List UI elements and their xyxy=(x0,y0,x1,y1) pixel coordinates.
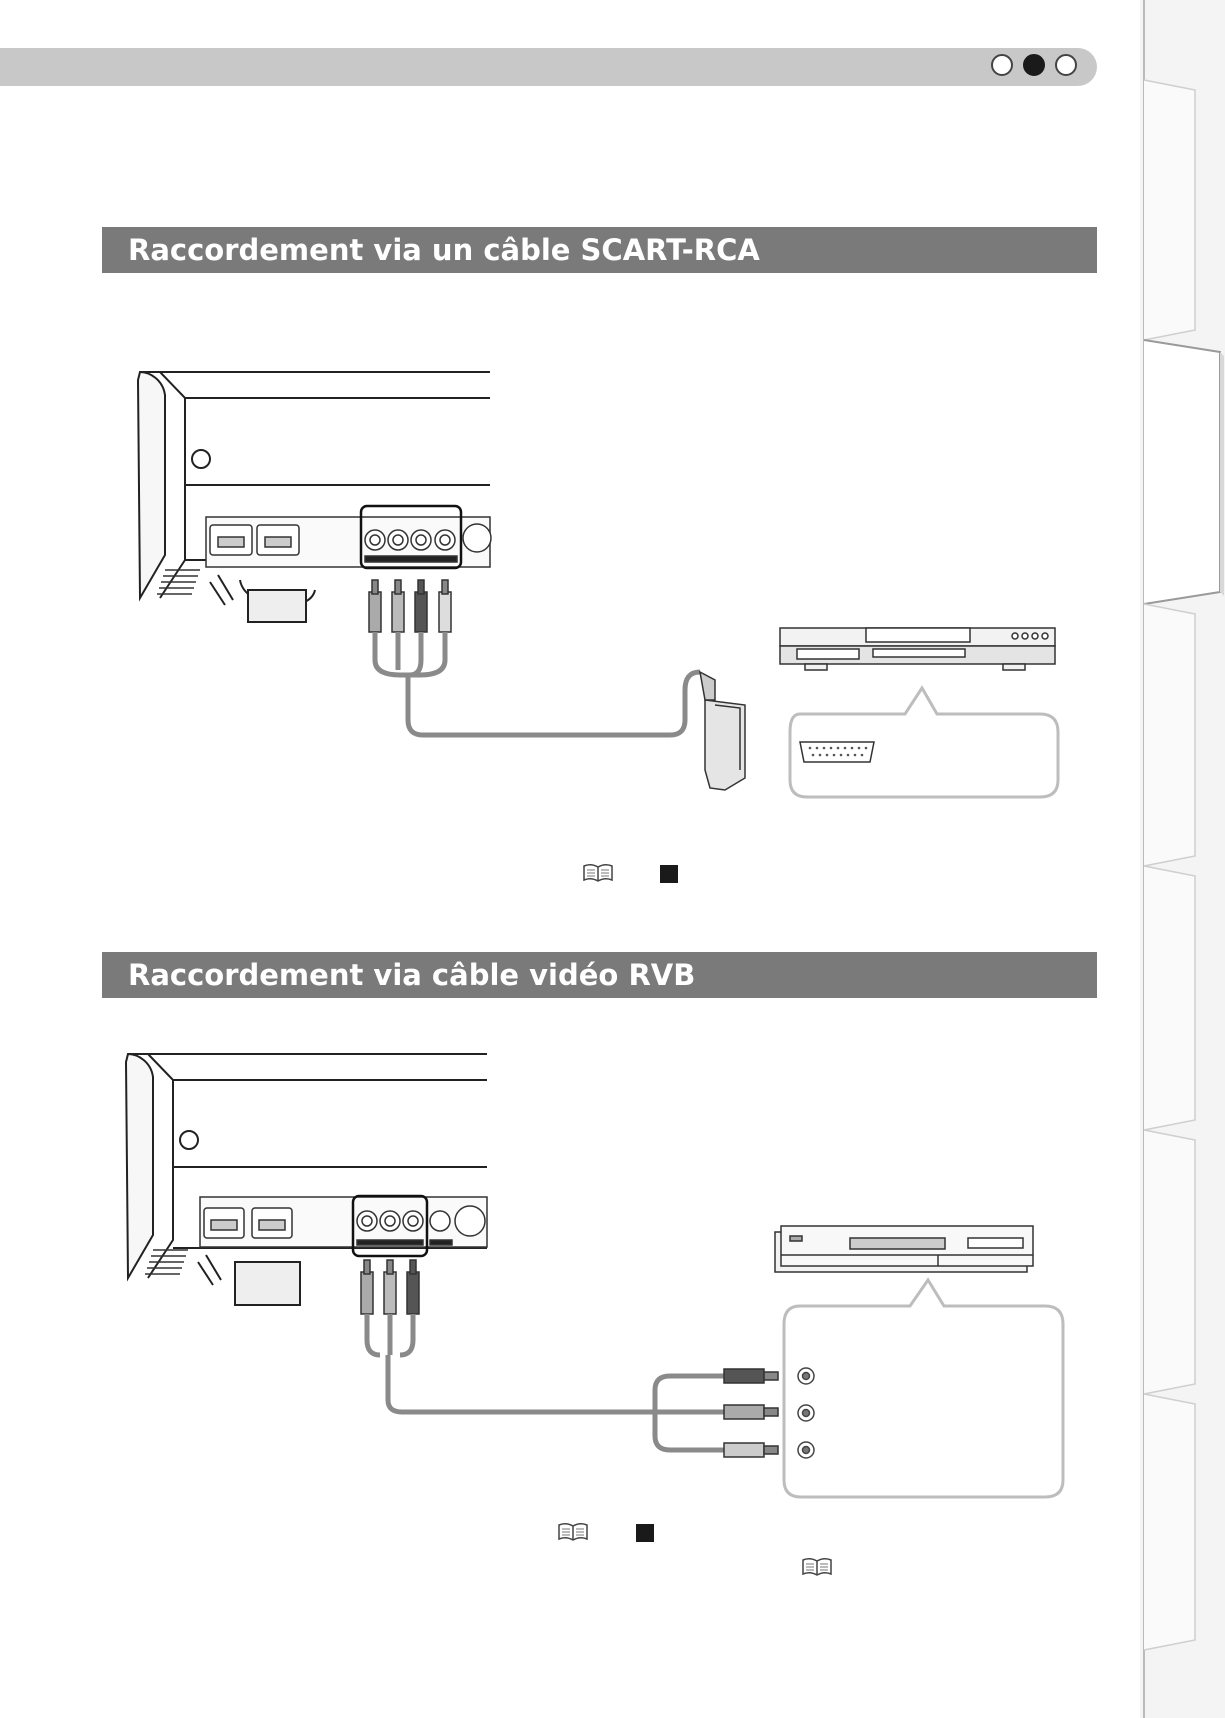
vent-grille xyxy=(145,1250,188,1274)
open-book-icon xyxy=(582,863,614,883)
side-tab-strip xyxy=(1140,0,1225,1718)
connector-panel xyxy=(200,1196,487,1256)
rgb-jacks xyxy=(798,1368,814,1458)
source-device-dvd xyxy=(780,628,1055,670)
section-title-rgb: Raccordement via câble vidéo RVB xyxy=(102,952,1097,998)
hdmi1-port xyxy=(204,1208,244,1238)
source-device-recorder xyxy=(775,1226,1033,1272)
hdmi2-port xyxy=(257,525,299,555)
open-book-icon xyxy=(801,1557,833,1577)
hdmi1-port xyxy=(210,525,252,555)
rca-plugs xyxy=(361,1260,419,1314)
scart-rca-cable xyxy=(375,632,700,735)
vent-grille xyxy=(157,570,200,594)
projector-back-panel xyxy=(138,372,490,622)
open-book-icon xyxy=(557,1522,589,1542)
scart-plug xyxy=(700,672,745,790)
projector-back-panel xyxy=(126,1054,487,1305)
black-square-icon xyxy=(636,1524,654,1542)
progress-dots xyxy=(991,54,1077,76)
progress-dot-empty xyxy=(991,54,1013,76)
rca-plugs xyxy=(369,580,451,632)
rca-plugs-source xyxy=(724,1369,778,1457)
rgb-video-cable xyxy=(367,1314,725,1450)
connector-panel xyxy=(206,506,491,568)
top-band xyxy=(0,48,1097,86)
section-title-scart: Raccordement via un câble SCART-RCA xyxy=(102,227,1097,273)
scart-connector-callout xyxy=(790,688,1058,797)
side-tab-active xyxy=(1144,340,1224,604)
progress-dot-filled xyxy=(1023,54,1045,76)
highlighted-component-ports xyxy=(353,1196,427,1256)
scart-socket-icon xyxy=(800,742,874,762)
black-square-icon xyxy=(660,865,678,883)
hdmi2-port xyxy=(252,1208,292,1238)
highlighted-component-ports xyxy=(361,506,461,568)
side-tab xyxy=(1144,80,1195,340)
progress-dot-empty xyxy=(1055,54,1077,76)
rgb-connector-callout xyxy=(784,1280,1063,1497)
